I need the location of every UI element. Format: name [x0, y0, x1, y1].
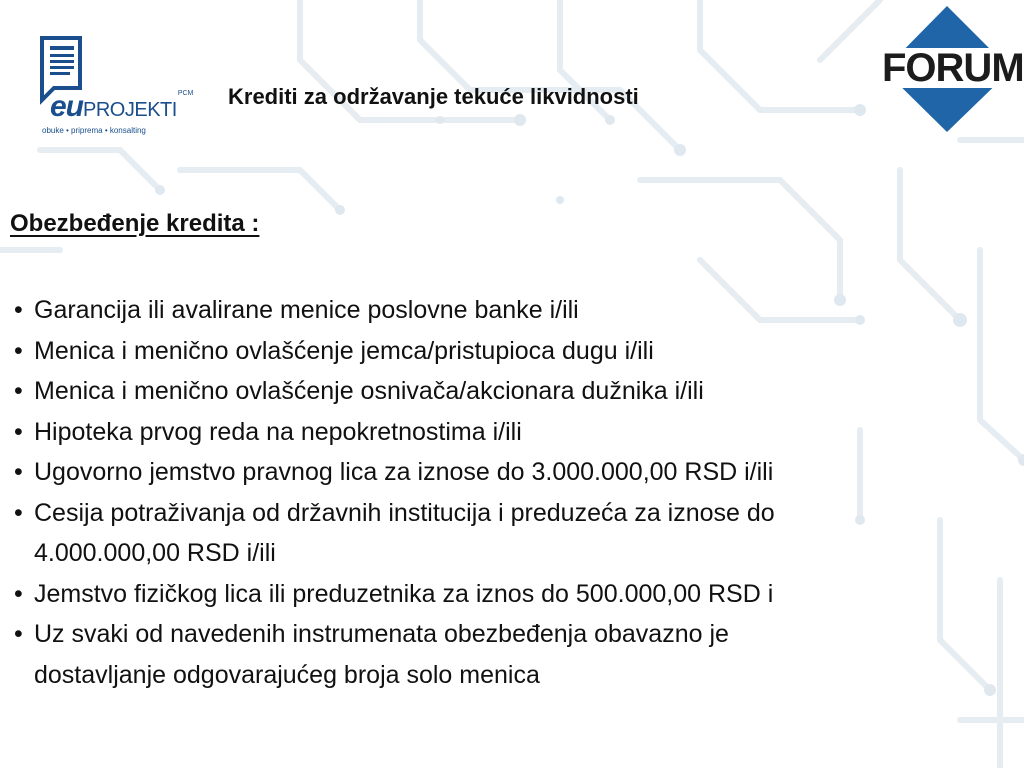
bullet-text: Cesija potraživanja od državnih institucija i preduzeća za iznose do [34, 498, 775, 527]
slide-title: Krediti za održavanje tekuće likvidnosti [228, 84, 639, 109]
logo-tagline: obuke • priprema • konsalting [42, 126, 146, 135]
list-item [14, 290, 1014, 331]
list-item [14, 371, 1014, 412]
bullet-marker: • [14, 377, 23, 405]
bullet-text: Ugovorno jemstvo pravnog lica za iznose do 3.000.000,00 RSD i/ili [34, 458, 774, 486]
forum-logo-text: FORUM [882, 46, 1024, 90]
bullet-text: Menica i menično ovlašćenje osnivača/akcionara dužnika i/ili [34, 377, 704, 405]
bullet-marker: • [14, 498, 23, 527]
logo-brand-main: eu [50, 90, 84, 123]
bullet-text: Garancija ili avalirane menice poslovne banke i/ili [34, 296, 579, 324]
bullet-continuation: 4.000.000,00 RSD i/ili [34, 539, 276, 567]
bullet-text: Menica i menično ovlašćenje jemca/pristupioca dugu i/ili [34, 336, 654, 365]
bullet-marker: • [14, 620, 23, 648]
bullet-text: Uz svaki od navedenih instrumenata obezbeđenja obavazno je [34, 620, 729, 648]
list-item [14, 331, 1014, 372]
euprojekti-logo [36, 34, 194, 139]
bullet-list [14, 290, 1014, 695]
logo-brand-word: PROJEKTI [83, 99, 177, 121]
bullet-marker: • [14, 417, 23, 446]
forum-logo [880, 4, 1024, 134]
bullet-marker: • [14, 458, 23, 486]
section-heading: Obezbeđenje kredita : [10, 210, 260, 237]
bullet-marker: • [14, 336, 23, 365]
list-item [14, 614, 1014, 695]
bullet-text: Hipoteka prvog reda na nepokretnostima i/ili [34, 417, 522, 446]
bullet-marker: • [14, 296, 23, 324]
list-item [14, 574, 1014, 615]
list-item [14, 412, 1014, 453]
logo-brand-suffix: PCM [177, 90, 194, 97]
bullet-marker: • [14, 579, 23, 608]
bullet-continuation: dostavljanje odgovarajućeg broja solo menica [34, 660, 540, 689]
bullet-text: Jemstvo fizičkog lica ili preduzetnika za iznos do 500.000,00 RSD i [34, 579, 774, 608]
list-item [14, 452, 1014, 493]
list-item [14, 493, 1014, 574]
